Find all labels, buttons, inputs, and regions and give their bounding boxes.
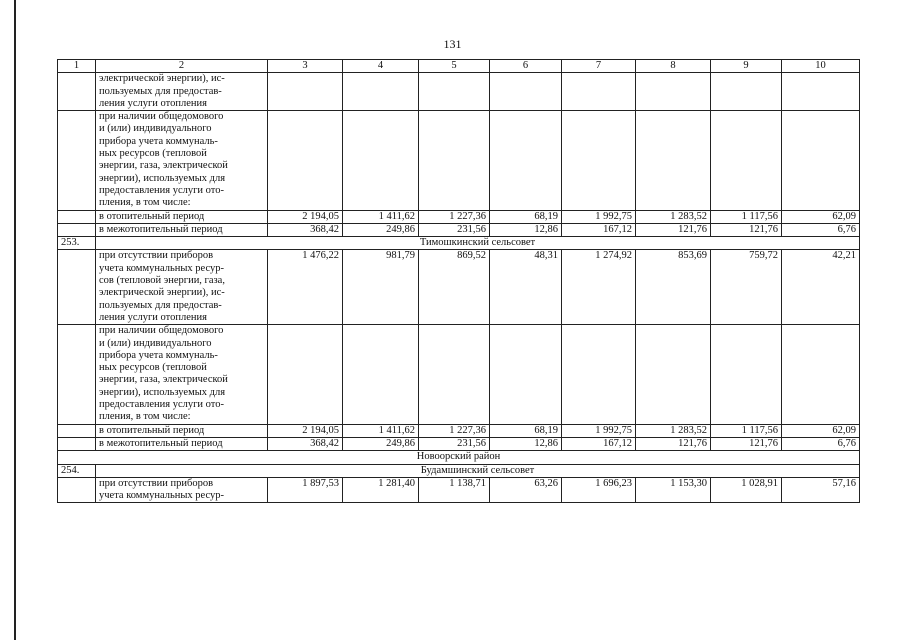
value-cell-col8: 1 283,52 [636, 210, 711, 223]
description-line: энергии), используемых для [99, 172, 226, 184]
description-line: при отсутствии приборов [99, 250, 214, 262]
value-cell-col6: 48,31 [490, 250, 562, 325]
value-cell-col3 [268, 73, 343, 111]
description-line: энергии), используемых для [99, 386, 226, 398]
header-row [58, 60, 860, 73]
value-cell-col9 [711, 73, 782, 111]
table-row [58, 424, 860, 437]
value-cell-col5 [419, 73, 490, 111]
value-cell-col7: 167,12 [562, 223, 636, 236]
section-row [58, 464, 860, 477]
row-index [58, 223, 96, 236]
section-title: Будамшинский сельсовет [96, 464, 860, 477]
row-index [58, 210, 96, 223]
page-number: 131 [443, 37, 462, 51]
description-line: ных ресурсов (тепловой [99, 148, 207, 160]
value-cell-col4: 249,86 [343, 223, 419, 236]
value-cell-col3 [268, 111, 343, 210]
value-cell-col7 [562, 111, 636, 210]
table-row [58, 325, 860, 424]
value-cell-col8: 853,69 [636, 250, 711, 325]
column-header-1: 1 [58, 60, 96, 73]
description-line: предоставления услуги ото- [99, 184, 224, 196]
description-line: в отопительный период [99, 210, 205, 222]
value-cell-col8: 121,76 [636, 437, 711, 450]
column-header-3: 3 [268, 60, 343, 73]
column-header-5: 5 [419, 60, 490, 73]
description-line: при наличии общедомового [99, 325, 224, 337]
value-cell-col9: 1 117,56 [711, 424, 782, 437]
description-line: электрической энергии), ис- [99, 73, 225, 85]
description-line: в отопительный период [99, 424, 205, 436]
value-cell-col9: 1 117,56 [711, 210, 782, 223]
value-cell-col5: 1 227,36 [419, 210, 490, 223]
value-cell-col5: 231,56 [419, 223, 490, 236]
value-cell-col9: 1 028,91 [711, 477, 782, 503]
table-row [58, 250, 860, 325]
value-cell-col10: 42,21 [782, 250, 860, 325]
value-cell-col6: 68,19 [490, 424, 562, 437]
description-line: пользуемых для предостав- [99, 85, 222, 97]
description-line: пользуемых для предостав- [99, 299, 222, 311]
section-title: Тимошкинский сельсовет [96, 237, 860, 250]
value-cell-col6 [490, 325, 562, 424]
value-cell-col4 [343, 325, 419, 424]
description-line: в межотопительный период [99, 223, 223, 235]
value-cell-col9 [711, 325, 782, 424]
value-cell-col8 [636, 73, 711, 111]
value-cell-col10 [782, 325, 860, 424]
description-line: ления услуги отопления [99, 97, 207, 109]
description-line: электрической энергии), ис- [99, 287, 225, 299]
value-cell-col3 [268, 325, 343, 424]
value-cell-col5 [419, 325, 490, 424]
row-description [96, 424, 268, 437]
value-cell-col5 [419, 111, 490, 210]
column-header-4: 4 [343, 60, 419, 73]
value-cell-col4: 1 411,62 [343, 424, 419, 437]
value-cell-col3: 2 194,05 [268, 210, 343, 223]
value-cell-col4 [343, 111, 419, 210]
table-row [58, 477, 860, 503]
value-cell-col4: 1 411,62 [343, 210, 419, 223]
value-cell-col10: 62,09 [782, 424, 860, 437]
description-line: при наличии общедомового [99, 111, 224, 123]
value-cell-col10: 6,76 [782, 223, 860, 236]
value-cell-col8: 1 283,52 [636, 424, 711, 437]
value-cell-col6 [490, 73, 562, 111]
section-row [58, 237, 860, 250]
value-cell-col8: 121,76 [636, 223, 711, 236]
value-cell-col8 [636, 325, 711, 424]
value-cell-col7: 1 992,75 [562, 210, 636, 223]
row-index [58, 437, 96, 450]
row-description [96, 477, 268, 503]
value-cell-col3: 1 476,22 [268, 250, 343, 325]
section-index: 254. [58, 464, 96, 477]
value-cell-col3: 368,42 [268, 437, 343, 450]
district-row [58, 451, 860, 464]
table-row [58, 210, 860, 223]
description-line: предоставления услуги ото- [99, 399, 224, 411]
table-row [58, 111, 860, 210]
description-line: в межотопительный период [99, 437, 223, 449]
column-header-6: 6 [490, 60, 562, 73]
description-line: ных ресурсов (тепловой [99, 362, 207, 374]
value-cell-col6: 12,86 [490, 437, 562, 450]
row-description [96, 250, 268, 325]
description-line: и (или) индивидуального [99, 337, 212, 349]
row-index [58, 424, 96, 437]
value-cell-col10 [782, 111, 860, 210]
row-description [96, 223, 268, 236]
value-cell-col7: 1 274,92 [562, 250, 636, 325]
value-cell-col4: 981,79 [343, 250, 419, 325]
row-index [58, 250, 96, 325]
value-cell-col6: 68,19 [490, 210, 562, 223]
value-cell-col7: 167,12 [562, 437, 636, 450]
value-cell-col4 [343, 73, 419, 111]
value-cell-col7: 1 992,75 [562, 424, 636, 437]
row-description [96, 325, 268, 424]
section-index: 253. [58, 237, 96, 250]
description-line: прибора учета коммуналь- [99, 349, 218, 361]
description-line: учета коммунальных ресур- [99, 490, 224, 502]
value-cell-col3: 1 897,53 [268, 477, 343, 503]
value-cell-col5: 1 138,71 [419, 477, 490, 503]
value-cell-col6: 63,26 [490, 477, 562, 503]
column-header-8: 8 [636, 60, 711, 73]
description-line: энергии, газа, электрической [99, 374, 228, 386]
value-cell-col9: 121,76 [711, 437, 782, 450]
description-line: ления услуги отопления [99, 311, 207, 323]
row-description [96, 437, 268, 450]
value-cell-col4: 249,86 [343, 437, 419, 450]
value-cell-col5: 1 227,36 [419, 424, 490, 437]
description-line: и (или) индивидуального [99, 123, 212, 135]
tariff-table [57, 59, 860, 503]
value-cell-col3: 368,42 [268, 223, 343, 236]
column-header-7: 7 [562, 60, 636, 73]
row-index [58, 325, 96, 424]
value-cell-col10: 62,09 [782, 210, 860, 223]
row-description [96, 73, 268, 111]
table-row [58, 223, 860, 236]
description-line: пления, в том числе: [99, 411, 191, 423]
value-cell-col10 [782, 73, 860, 111]
value-cell-col10: 6,76 [782, 437, 860, 450]
value-cell-col5: 231,56 [419, 437, 490, 450]
district-title: Новоорский район [58, 451, 860, 464]
row-index [58, 477, 96, 503]
row-description [96, 210, 268, 223]
description-line: энергии, газа, электрической [99, 160, 228, 172]
value-cell-col6 [490, 111, 562, 210]
table-row [58, 73, 860, 111]
value-cell-col9 [711, 111, 782, 210]
value-cell-col6: 12,86 [490, 223, 562, 236]
column-header-2: 2 [96, 60, 268, 73]
value-cell-col7 [562, 73, 636, 111]
value-cell-col9: 759,72 [711, 250, 782, 325]
row-description [96, 111, 268, 210]
value-cell-col8: 1 153,30 [636, 477, 711, 503]
column-header-9: 9 [711, 60, 782, 73]
description-line: прибора учета коммуналь- [99, 135, 218, 147]
description-line: сов (тепловой энергии, газа, [99, 275, 225, 287]
row-index [58, 111, 96, 210]
value-cell-col10: 57,16 [782, 477, 860, 503]
value-cell-col9: 121,76 [711, 223, 782, 236]
table-row [58, 437, 860, 450]
column-header-10: 10 [782, 60, 860, 73]
description-line: учета коммунальных ресур- [99, 262, 224, 274]
description-line: при отсутствии приборов [99, 477, 214, 489]
value-cell-col3: 2 194,05 [268, 424, 343, 437]
value-cell-col8 [636, 111, 711, 210]
description-line: пления, в том числе: [99, 197, 191, 209]
scan-edge-line [14, 0, 16, 640]
value-cell-col4: 1 281,40 [343, 477, 419, 503]
row-index [58, 73, 96, 111]
value-cell-col7 [562, 325, 636, 424]
value-cell-col7: 1 696,23 [562, 477, 636, 503]
value-cell-col5: 869,52 [419, 250, 490, 325]
